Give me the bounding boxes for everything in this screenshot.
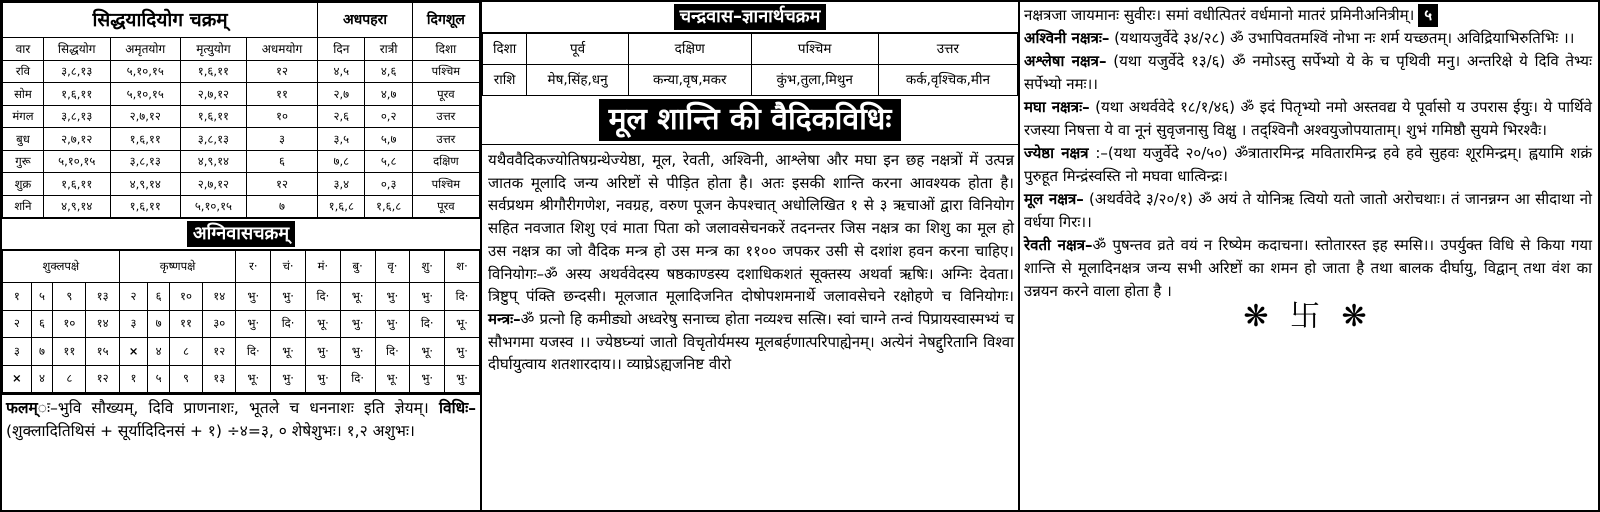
phal-vidhi-text [2,393,480,510]
col-header: रात्री [365,38,412,61]
table-cell: भु· [236,310,271,338]
table-cell: भु· [445,338,480,366]
siddha-row [3,128,480,151]
table-cell: उत्तर [412,105,479,128]
ashvini-label: अश्विनी नक्षत्रः– [1024,29,1110,47]
table-cell: २,६ [318,105,365,128]
table-cell: दक्षिण [628,34,751,65]
table-cell: १० [246,105,317,128]
rashi-row [483,65,1018,96]
table-cell: ४,७ [365,83,412,106]
table-cell: मेष,सिंह,धनु [527,65,629,96]
table-cell: ५,७ [365,128,412,151]
table-cell: ७,८ [318,150,365,173]
table-cell: ३ [246,128,317,151]
table-cell: ११ [53,338,86,366]
table-cell: ४,९,१४ [180,150,246,173]
day-header: र· [236,251,271,283]
left-column [2,2,482,510]
table-cell: ४,९,१४ [43,195,110,218]
table-cell: १२ [86,365,119,393]
table-cell: भू· [410,338,445,366]
table-cell: २ [119,283,148,311]
jyeshtha-paragraph [1024,142,1592,188]
table-cell: २ [3,310,32,338]
day-header: श· [445,251,480,283]
table-cell: ५ [31,283,53,311]
mool-text: (अथर्ववेदे ३/२०/१) ॐ अयं ते योनिऋ त्वियो यतो जातो अरोचथाः। तं जानन्नग्न आ सीदाथा नो वर्धया गिरः।। [1024,190,1592,231]
table-cell: कर्क,वृश्चिक,मीन [878,65,1017,96]
table-cell: २,७,१२ [180,173,246,196]
revati-text: ॐ पुषन्तव व्रते वयं न रिष्येम कदाचना। स्तोतारस्त इह स्मसि।। उपर्युक्त विधि से किया गया शान्ति से मूलादिनक्षत्र जन्य सभी अरिष्टों का शमन हो जाता है तथा बालक दीर्घायु, विद्वान् तथा वंश का उन्नयन करने वाला होता है । [1024,236,1592,300]
ashlesha-label: अश्लेषा नक्षत्र– [1024,52,1107,70]
table-cell: राशि [483,65,527,96]
table-cell: पश्चिम [412,60,479,83]
day-header: वृ· [375,251,410,283]
jyeshtha-label: ज्येष्ठा नक्षत्र [1024,144,1089,162]
vidhi-text: (शुक्लादितिथिसं + सूर्यादिदिनसं + १) ÷४=३, ० शेषेशुभः। १,२ अशुभः। [6,422,415,440]
mantra-label: मन्त्रः– [488,309,521,328]
table-cell: उत्तर [878,34,1017,65]
table-cell: भु· [410,365,445,393]
table-cell: ३ [119,310,148,338]
table-cell: ८ [169,338,202,366]
col-header: मृत्युयोग [180,38,246,61]
table-cell: ५ [148,365,170,393]
table-cell: ३ [3,338,32,366]
table-cell: भु· [340,310,375,338]
agni-row [3,365,480,393]
magha-paragraph [1024,96,1592,142]
siddha-row [3,60,480,83]
table-cell: ७ [246,195,317,218]
table-cell: १,६,८ [365,195,412,218]
table-cell: पश्चिम [412,173,479,196]
siddha-row [3,105,480,128]
table-cell: पूरव [412,195,479,218]
table-cell: दिशा [483,34,527,65]
siddha-row [3,195,480,218]
table-cell: २,७ [318,83,365,106]
agni-title: अग्निवासचक्रम् [187,221,295,247]
table-cell: १४ [203,283,236,311]
table-cell: भु· [236,283,271,311]
day-header: मं· [305,251,340,283]
table-cell: ६ [148,283,170,311]
magha-text: (यथा अथर्ववेदे १८/१/४६) ॐ इदं पितृभ्यो नमो अस्तवद्य ये पूर्वासो य उपरास ईयुः। ये पार्थिवे रजस्या निषत्ता ये वा नूनं सुवृजनासु विक्षु । तद्श्विनौ अश्वयुजोपयाताम्। शुभं गमिष्ठौ सुयमे भिरश्वैः। [1024,98,1592,139]
table-cell: ५,१०,१५ [180,195,246,218]
continuation-text: नक्षत्रजा जायमानः सुवीरः। समां वधीत्पितरं वर्धमानो मातरं प्रमिनीअनित्रीम्। [1024,6,1415,24]
ashvini-paragraph [1024,27,1592,50]
revati-label: रेवती नक्षत्र– [1024,236,1093,254]
agni-vas-table [2,250,480,393]
table-cell: रवि [3,60,44,83]
mool-title-bar [482,96,1018,144]
table-cell: मंगल [3,105,44,128]
table-cell: ४ [31,365,53,393]
table-cell: पूरव [412,83,479,106]
table-cell: भु· [375,310,410,338]
table-cell: ४,९,१४ [110,173,180,196]
table-cell: २,७,१२ [43,128,110,151]
table-cell: भु· [271,283,306,311]
table-cell: ३० [203,310,236,338]
mool-shanti-text [482,144,1018,510]
table-cell: १,६,११ [180,105,246,128]
dishashool-title: दिगशूल [412,3,479,38]
table-cell: भु· [305,338,340,366]
table-cell: ४,५ [318,60,365,83]
table-cell: कुंभ,तुला,मिथुन [751,65,878,96]
mool-paragraph [1024,188,1592,234]
table-cell: भू· [340,283,375,311]
table-cell: ५,१०,१५ [43,150,110,173]
table-cell: १,६,८ [318,195,365,218]
agni-title-bar [2,218,480,250]
table-cell: ७ [148,310,170,338]
siddha-yoga-title: सिद्धयादियोग चक्रम् [3,3,318,38]
table-cell: १४ [86,310,119,338]
table-cell: दि· [236,338,271,366]
table-cell: १,६,११ [110,128,180,151]
col-header: दिशा [412,38,479,61]
continuation-line [1024,4,1592,27]
siddha-row [3,173,480,196]
revati-paragraph [1024,234,1592,303]
krishna-header: कृष्णपक्षे [119,251,236,283]
table-cell: ४,६ [365,60,412,83]
table-cell: १,६,११ [110,195,180,218]
table-cell: १२ [246,60,317,83]
table-cell: दि· [305,283,340,311]
col-header: अधमयोग [246,38,317,61]
table-cell: २,७,१२ [180,83,246,106]
agni-row [3,310,480,338]
table-cell: ३,५ [318,128,365,151]
table-cell: पश्चिम [751,34,878,65]
chandra-title-bar [482,2,1018,33]
table-cell: ८ [53,365,86,393]
col-header: सिद्धयोग [43,38,110,61]
ashlesha-text: (यथा यजुर्वेदे १३/६) ॐ नमोऽस्तु सर्पेभ्यो ये के च पृथिवी मनु। अन्तरिक्षे ये दिवि तेभ्यः सर्पेभ्यो नमः।। [1024,52,1592,93]
table-cell: भु· [305,365,340,393]
chandra-title: चन्द्रवास–ज्ञानार्थचक्रम [674,4,827,30]
agni-row [3,338,480,366]
table-cell: भु· [340,338,375,366]
siddha-header-row [3,38,480,61]
table-cell: ०,२ [365,105,412,128]
ashvini-text: (यथायजुर्वेदे ३४/२८) ॐ उभापिवतमश्विं नोभा नः शर्म यच्छतम्। अविद्रियाभिरुतिभिः ।। [1109,29,1575,47]
nakshatra-mantras [1024,4,1592,334]
table-cell: ११ [246,83,317,106]
table-cell: १५ [86,338,119,366]
table-cell: कन्या,वृष,मकर [628,65,751,96]
phal-text: ः–भुवि सौख्यम्, दिवि प्राणनाशः, भूतले च धननाशः इति ज्ञेयम्। [37,399,429,417]
agni-header-row [3,251,480,283]
table-cell: × [119,338,148,366]
siddha-row [3,83,480,106]
shukla-header: शुक्लपक्षे [3,251,120,283]
table-cell: ५,८ [365,150,412,173]
direction-row [483,34,1018,65]
table-cell: १२ [246,173,317,196]
table-cell: भु· [375,283,410,311]
page-number: ५ [1418,4,1438,27]
table-cell: १,६,११ [180,60,246,83]
agni-row [3,283,480,311]
chandra-vas-table [482,33,1018,96]
table-cell: शुक्र [3,173,44,196]
table-cell: दि· [340,365,375,393]
table-cell: १ [3,283,32,311]
col-header: अमृतयोग [110,38,180,61]
table-cell: ३,४ [318,173,365,196]
table-cell: ४ [148,338,170,366]
table-cell: दि· [445,283,480,311]
table-cell: १२ [203,338,236,366]
col-header: दिन [318,38,365,61]
mantra-text: ॐ प्रत्नो हि कमीड्यो अध्वरेषु सनाच्च होता नव्यश्च सत्सि। स्वां चाग्ने तन्वं पिप्रायस्वास्मभ्यं च सौभगमा यजस्व ।। ज्येष्ठघ्न्यां जातो विचृतोर्यमस्य मूलबर्हणात्परिपाह्येनम्। अत्येनं नेषद्दुरितानि विश्वा दीर्घायुत्वाय शतशारदाय।। व्याघ्रेऽह्यजनिष्ट वीरो [488,309,1014,374]
table-cell: भू· [305,310,340,338]
table-cell: १० [53,310,86,338]
table-cell: १३ [86,283,119,311]
vidhi-label: विधिः– [438,399,476,417]
table-cell: ३,८,१३ [110,150,180,173]
table-cell: सोम [3,83,44,106]
siddha-row [3,150,480,173]
table-cell: ५,१०,१५ [110,83,180,106]
table-cell: भू· [375,365,410,393]
table-cell: ०,३ [365,173,412,196]
table-cell: गुरू [3,150,44,173]
day-header: बु· [340,251,375,283]
ashlesha-paragraph [1024,50,1592,96]
table-cell: शनि [3,195,44,218]
day-header: चं· [271,251,306,283]
mool-shanti-title: मूल शान्ति की वैदिकविधिः [599,99,902,141]
right-column [1020,2,1598,510]
table-cell: भु· [445,365,480,393]
table-cell: १,६,११ [43,83,110,106]
table-cell: भु· [271,365,306,393]
table-cell: २,७,१२ [110,105,180,128]
table-cell: १० [169,283,202,311]
table-cell: ३,८,१३ [43,60,110,83]
table-cell: दि· [410,310,445,338]
table-cell: दि· [271,310,306,338]
intro-text: यथैववैदिकज्योतिषग्रन्थेज्येष्ठा, मूल, रेवती, अश्विनी, आश्लेषा और मघा इन छह नक्षत्रों में उत्पन्न जातक मूलादि जन्य अरिष्टों से पीड़ित होता है। अतः इसकी शान्ति करना आवश्यक होता है। सर्वप्रथम श्रीगौरीगणेश, नवग्रह, वरुण पूजन केपश्चात् अधोलिखित १ से ३ ऋचाओं द्वारा विनियोग सहित नवजात शिशु एवं माता पिता को जलावसेचनकरें तदनन्तर जिस नक्षत्र का शिशु का मूल हो उस नक्षत्र का जो वैदिक मन्त्र हो उस मन्त्र का ११०० जपकर उसी से दशांश हवन करना चाहिए। विनियोगः–ॐ अस्य अथर्ववेदस्य षष्ठकाण्डस्य दशाधिकशतं सूक्तस्य अथर्वा ऋषिः। अग्निः देवता। त्रिष्टुप् पंक्ति छन्दसी। मूलजात मूलादिजनित दोषोपशमनार्थे जलावसेचने रक्षोहणे च विनियोगः। [488,151,1014,306]
table-cell: दक्षिण [412,150,479,173]
table-cell: १३ [203,365,236,393]
table-cell: १,६,११ [43,173,110,196]
mool-label: मूल नक्षत्र– [1024,190,1084,208]
table-cell: ६ [31,310,53,338]
table-cell: × [3,365,32,393]
table-cell: भू· [445,310,480,338]
table-cell: बुध [3,128,44,151]
table-cell: भू· [271,338,306,366]
adhaphara-title: अधपहरा [318,3,413,38]
swastika-ornament-icon: ❋ 卐 ❋ [1243,299,1373,334]
col-header: वार [3,38,44,61]
jyeshtha-text: :–(यथा यजुर्वेदे २०/५०) ॐत्रातारमिन्द्र मवितारमिन्द्र हवे हवे सुहवः शूरमिन्द्रम्। ह्वयामि शक्रं पुरुहूत मिन्द्रंस्वस्ति नो मघवा धात्विन्द्रः। [1024,144,1592,185]
table-cell: ५,१०,१५ [110,60,180,83]
table-cell: उत्तर [412,128,479,151]
table-cell: ३,८,१३ [180,128,246,151]
magha-label: मघा नक्षत्रः– [1024,98,1090,116]
table-cell: ११ [169,310,202,338]
middle-column [482,2,1020,510]
table-cell: ६ [246,150,317,173]
table-cell: १ [119,365,148,393]
siddha-yoga-table [2,2,480,218]
table-cell: भु· [410,283,445,311]
table-cell: ३,८,१३ [43,105,110,128]
table-cell: दि· [375,338,410,366]
table-cell: भू· [236,365,271,393]
day-header: शु· [410,251,445,283]
table-cell: ७ [31,338,53,366]
table-cell: पूर्व [527,34,629,65]
phal-label: फलम् [6,399,38,417]
table-cell: ९ [169,365,202,393]
table-cell: ९ [53,283,86,311]
